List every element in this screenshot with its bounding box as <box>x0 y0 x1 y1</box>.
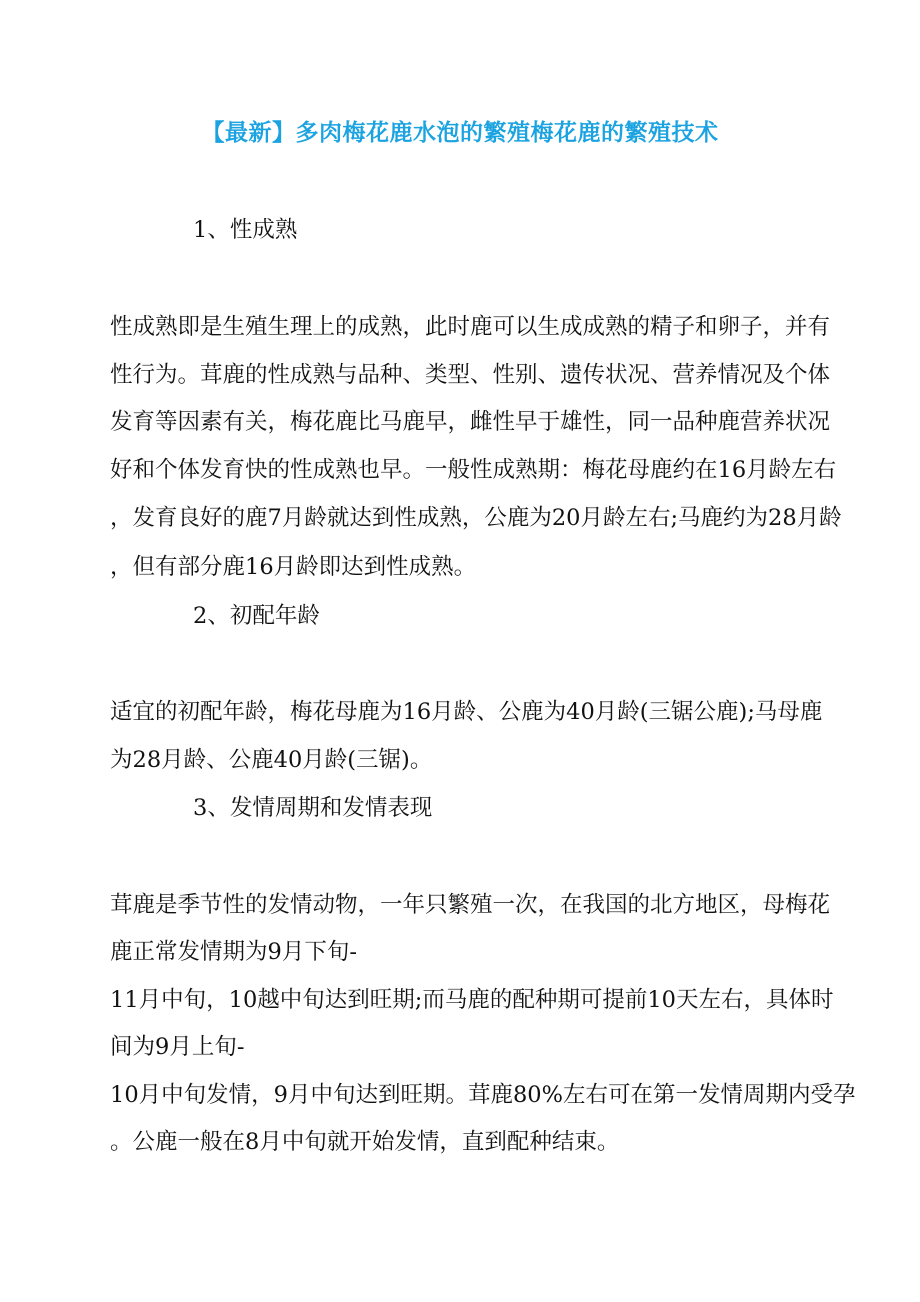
paragraph-line: 好和个体发育快的性成熟也早。一般性成熟期：梅花母鹿约在16月龄左右 <box>110 457 837 483</box>
paragraph-line: 发育等因素有关，梅花鹿比马鹿早，雌性早于雄性，同一品种鹿营养状况 <box>110 409 831 435</box>
section-heading: 1、性成熟 <box>193 217 298 243</box>
section-heading: 3、发情周期和发情表现 <box>193 795 433 821</box>
paragraph-line: 鹿正常发情期为9月下旬- <box>110 939 357 965</box>
paragraph-line: 性成熟即是生殖生理上的成熟，此时鹿可以生成成熟的精子和卵子，并有 <box>110 314 831 340</box>
paragraph-line: 。公鹿一般在8月中旬就开始发情，直到配种结束。 <box>110 1129 620 1155</box>
paragraph-line: 间为9月上旬- <box>110 1034 245 1060</box>
paragraph-line: 为28月龄、公鹿40月龄(三锯)。 <box>110 747 433 773</box>
document-title: 【最新】多肉梅花鹿水泡的繁殖梅花鹿的繁殖技术 <box>201 120 719 146</box>
paragraph-line: 茸鹿是季节性的发情动物，一年只繁殖一次，在我国的北方地区，母梅花 <box>110 892 831 918</box>
paragraph-line: 10月中旬发情，9月中旬达到旺期。茸鹿80%左右可在第一发情周期内受孕 <box>110 1082 856 1108</box>
paragraph-line: 11月中旬，10越中旬达到旺期;而马鹿的配种期可提前10天左右，具体时 <box>110 987 834 1013</box>
paragraph-line: ，但有部分鹿16月龄即达到性成熟。 <box>110 554 477 580</box>
paragraph-line: 性行为。茸鹿的性成熟与品种、类型、性别、遗传状况、营养情况及个体 <box>110 362 831 388</box>
paragraph-line: ，发育良好的鹿7月龄就达到性成熟，公鹿为20月龄左右;马鹿约为28月龄 <box>110 505 842 531</box>
section-heading: 2、初配年龄 <box>193 603 320 629</box>
paragraph-line: 适宜的初配年龄，梅花母鹿为16月龄、公鹿为40月龄(三锯公鹿);马母鹿 <box>110 699 823 725</box>
